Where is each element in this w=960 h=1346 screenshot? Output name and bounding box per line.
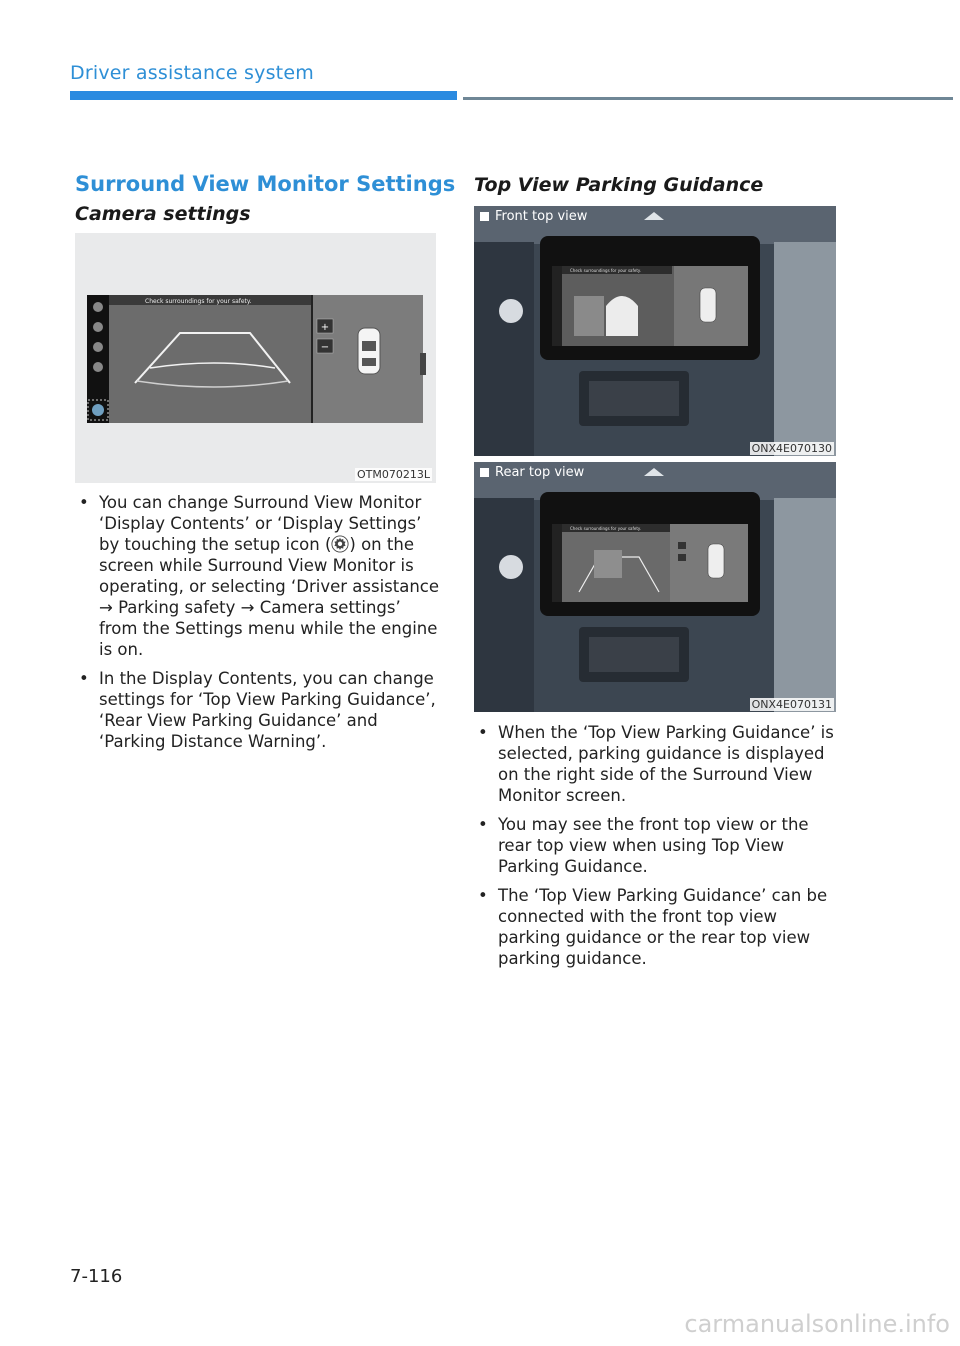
subsection-title-camera-settings: Camera settings [75,203,251,225]
rear-top-view-label: Rear top view [480,465,584,480]
list-item: • The ‘Top View Parking Guidance’ can be connected with the front top view parking guidance or the rear top view parking guidance. [474,885,844,969]
camera-settings-bullets [75,492,440,760]
svg-text:Check surroundings for your sa: Check surroundings for your safety. [570,268,642,273]
list-item: • You may see the front top view or the rear top view when using Top View Parking Guidance. [474,814,844,877]
svg-text:+: + [320,322,330,333]
svg-text:−: − [320,342,330,353]
list-item: • In the Display Contents, you can change settings for ‘Top View Parking Guidance’, ‘Rear View Parking Guidance’ and ‘Parking Distance Warning’. [75,668,440,752]
running-header: Driver assistance system [70,62,314,84]
top-view-guidance-bullets [474,722,844,977]
front-top-view-illustration [474,206,836,456]
figure-code: ONX4E070130 [751,442,832,455]
gear-icon [331,535,349,553]
figure-code: ONX4E070131 [751,698,832,711]
rear-top-view-illustration [474,462,836,712]
front-top-view-label: Front top view [480,209,587,224]
svg-text:Check surroundings for your sa: Check surroundings for your safety. [145,298,252,305]
list-item: • You can change Surround View Monitor ‘Display Contents’ or ‘Display Settings’ by touching the setup icon ( ) on the screen while Surround View Monitor is operating, or selecting ‘Driver assistance → Parking safety → Camera settings’ from the Settings menu while the engine is on. [75,492,440,660]
page-number: 7-116 [70,1266,123,1287]
footer-watermark: carmanualsonline.info [684,1310,950,1338]
rear-top-view-figure [474,462,836,712]
subsection-title-top-view-parking-guidance: Top View Parking Guidance [474,174,764,196]
front-top-view-figure [474,206,836,456]
camera-settings-figure [75,233,436,483]
header-accent-bar [70,91,457,100]
header-rule [463,97,953,100]
bullet-square-icon [480,212,489,221]
list-item: • When the ‘Top View Parking Guidance’ is selected, parking guidance is displayed on the right side of the Surround View Monitor screen. [474,722,844,806]
svg-text:Check surroundings for your sa: Check surroundings for your safety. [570,526,642,531]
surround-view-screen-illustration [75,233,436,483]
figure-code: OTM070213L [357,468,430,481]
section-title: Surround View Monitor Settings [75,172,456,196]
bullet-square-icon [480,468,489,477]
